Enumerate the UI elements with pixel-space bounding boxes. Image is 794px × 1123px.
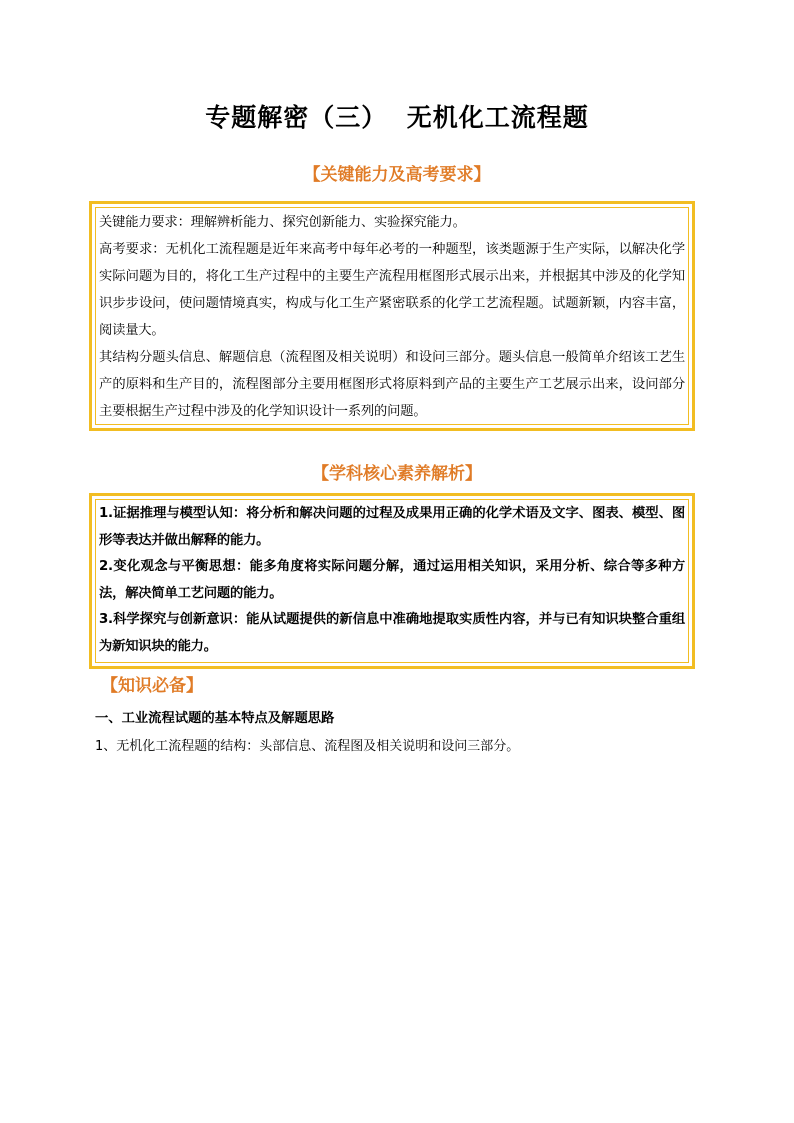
core-literacy-item-2: 2.变化观念与平衡思想：能多角度将实际问题分解，通过运用相关知识，采用分析、综合等多种方法，解决简单工艺问题的能力。 bbox=[99, 559, 685, 601]
structure-paragraph: 其结构分题头信息、解题信息（流程图及相关说明）和设问三部分。题头信息一般简单介绍该工艺生产的原料和生产目的，流程图部分主要用框图形式将原料到产品的主要生产工艺展示出来，设问部分主要根据生产过程中涉及的化学知识设计一系列的问题。 bbox=[99, 350, 685, 419]
section-heading-key-abilities: 【关键能力及高考要求】 bbox=[303, 165, 491, 185]
document-title: 专题解密（三） 无机化工流程题 bbox=[205, 103, 589, 132]
key-abilities-line: 关键能力要求：理解辨析能力、探究创新能力、实验探究能力。 bbox=[99, 215, 466, 230]
core-literacy-box bbox=[89, 493, 695, 669]
core-literacy-item-1: 1.证据推理与模型认知：将分析和解决问题的过程及成果用正确的化学术语及文字、图表、模型、图形等表达并做出解释的能力。 bbox=[99, 506, 685, 548]
knowledge-subheading: 一、工业流程试题的基本特点及解题思路 bbox=[95, 711, 335, 726]
section-heading-core-literacy: 【学科核心素养解析】 bbox=[312, 464, 482, 484]
key-abilities-box bbox=[89, 201, 695, 431]
section-heading-knowledge: 【知识必备】 bbox=[101, 676, 203, 696]
exam-requirements-paragraph: 高考要求：无机化工流程题是近年来高考中每年必考的一种题型，该类题源于生产实际，以解决化学实际问题为目的，将化工生产过程中的主要生产流程用框图形式展示出来，并根据其中涉及的化学知识步步设问，使问题情境真实，构成与化工生产紧密联系的化学工艺流程题。试题新颖，内容丰富，阅读量大。 bbox=[99, 242, 685, 338]
core-literacy-item-3: 3.科学探究与创新意识：能从试题提供的新信息中准确地提取实质性内容，并与已有知识块整合重组为新知识块的能力。 bbox=[99, 612, 685, 654]
knowledge-line-1: 1、无机化工流程题的结构：头部信息、流程图及相关说明和设问三部分。 bbox=[95, 739, 520, 754]
